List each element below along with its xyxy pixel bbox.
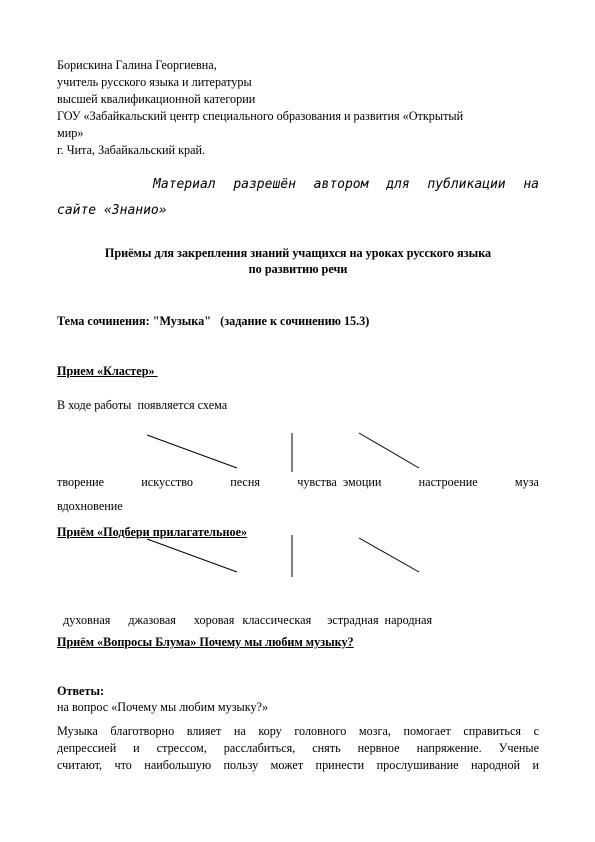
cluster-line-left bbox=[147, 435, 237, 468]
cluster-word: муза bbox=[514, 475, 539, 489]
cluster-word-extra: вдохновение bbox=[57, 499, 123, 513]
adjective-word: духовная bbox=[63, 613, 111, 627]
adjectives-heading: Приём «Подбери прилагательное» bbox=[57, 525, 248, 539]
adjective-word: эстрадная bbox=[327, 613, 379, 627]
adjective-line-right bbox=[359, 538, 419, 572]
answers-heading: Ответы: bbox=[57, 684, 105, 698]
paragraph-line: считают, что наибольшую пользу может принести прослушивание народной и bbox=[57, 758, 539, 772]
notice-line-1: Материал разрешён автором для публикации на bbox=[153, 177, 539, 192]
author-position: учитель русского языка и литературы bbox=[57, 75, 252, 89]
adjective-line-left bbox=[147, 539, 237, 572]
cluster-word: чувства эмоции bbox=[297, 475, 382, 489]
paragraph-line: депрессией и стрессом, расслабиться, снять нервное напряжение. Ученые bbox=[57, 741, 539, 755]
adjective-word: джазовая bbox=[128, 613, 176, 627]
cluster-word: песня bbox=[230, 475, 260, 489]
adjective-word: классическая bbox=[242, 613, 312, 627]
answers-question: на вопрос «Почему мы любим музыку?» bbox=[57, 700, 269, 714]
cluster-line-right bbox=[359, 433, 419, 468]
author-city: г. Чита, Забайкальский край. bbox=[57, 143, 206, 157]
document-title: Приёмы для закрепления знаний учащихся на уроках русского языка bbox=[104, 246, 492, 260]
cluster-word: искусство bbox=[141, 475, 193, 489]
author-name: Борискина Галина Георгиевна, bbox=[57, 58, 217, 72]
answers-paragraph bbox=[57, 723, 539, 774]
adjective-word-row bbox=[57, 598, 432, 628]
essay-theme-label: Тема сочинения: "Музыка" bbox=[57, 314, 212, 328]
adjective-word: хоровая bbox=[193, 613, 235, 627]
author-organization-cont: мир» bbox=[57, 126, 84, 140]
document-subtitle: по развитию речи bbox=[248, 262, 348, 276]
essay-theme bbox=[57, 314, 369, 329]
cluster-word-row bbox=[57, 475, 539, 490]
cluster-word: настроение bbox=[418, 475, 478, 489]
publication-notice bbox=[57, 172, 539, 224]
paragraph-line: Музыка благотворно влияет на кору головного мозга, помогает справиться с bbox=[57, 724, 539, 738]
author-organization: ГОУ «Забайкальский центр специального образования и развития «Открытый bbox=[57, 109, 464, 123]
bloom-heading: Приём «Вопросы Блума» Почему мы любим музыку? bbox=[57, 635, 354, 649]
cluster-word: творение bbox=[57, 475, 105, 489]
adjective-word: народная bbox=[384, 613, 433, 627]
author-category: высшей квалификационной категории bbox=[57, 92, 256, 106]
cluster-heading: Прием «Кластер» bbox=[57, 364, 158, 378]
essay-theme-task: (задание к сочинению 15.3) bbox=[220, 314, 370, 328]
cluster-intro: В ходе работы появляется схема bbox=[57, 398, 228, 412]
notice-line-2: сайте «Знанио» bbox=[57, 203, 167, 218]
